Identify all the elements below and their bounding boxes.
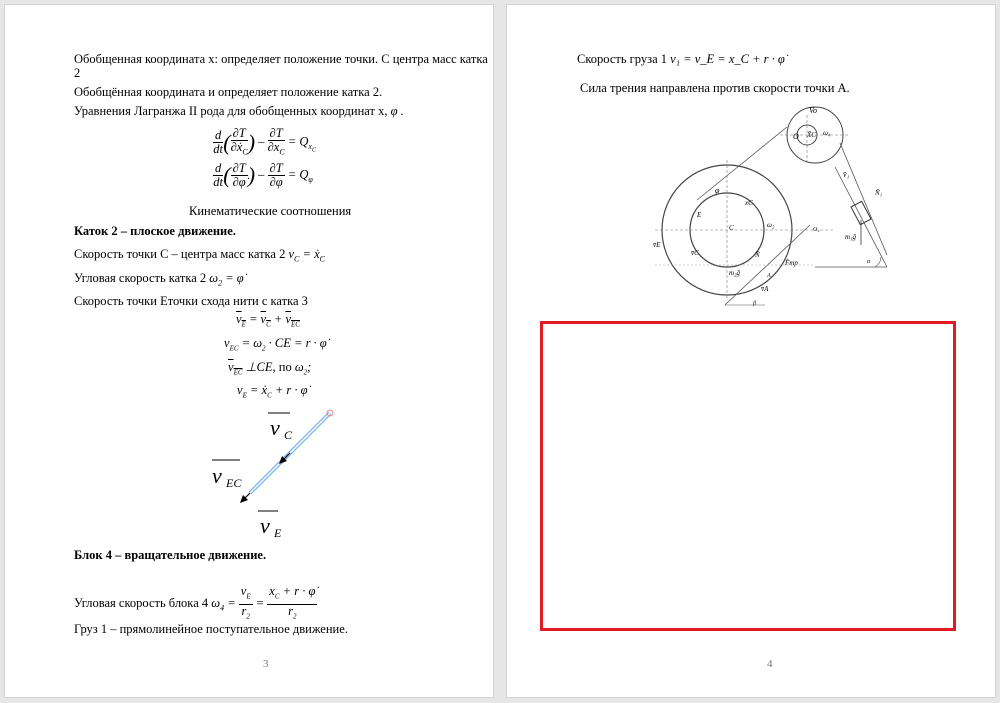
svg-text:ω₄: ω₄ [823,129,831,137]
svg-text:C: C [284,428,293,442]
svg-text:N̄₁: N̄₁ [875,189,883,197]
text-line: Скорость точки Еточки схода нити с катка 3 [74,294,308,308]
svg-text:E: E [274,526,282,540]
svg-text:v̄A: v̄A [761,285,769,293]
svg-text:C: C [729,224,734,232]
text-line: Скорость точки С – центра масс катка 2 $v_C$ = ẋ$_C$ [74,247,325,264]
page-number: 3 [263,658,269,670]
lagrange-equation-2: $\frac{d}{dt}$ ( $\frac{\partial T}{\partial\varphi̇}$ ) – $\frac{\partial T}{\partial\varphi}$ = $Q_\varphi$ [213,161,313,189]
formula-ve: $v_E = v_C + v_{EC}$ [236,312,300,329]
svg-text:N̄: N̄ [755,251,760,259]
highlight-rectangle [540,321,956,631]
svg-text:φ: φ [715,186,720,195]
lagrange-equation-1: $\frac{d}{dt}$ ( $\frac{\partial T}{\partial ẋ_C}$ ) – $\frac{\partial T}{\partial x_C}$ = $Q_{x_C}$ [213,126,316,157]
svg-text:v̄E: v̄E [653,241,661,249]
svg-text:O₂: O₂ [813,227,820,233]
svg-text:V̄o: V̄o [809,106,817,115]
text-line: Обобщенная координата x: определяет положение точки. С центра масс катка [74,52,488,66]
label-ve: v [260,513,270,538]
svg-text:A: A [767,273,771,279]
svg-text:v̄C: v̄C [691,249,699,257]
text-line: Угловая скорость катка 2 $\omega_2$ = φ̇ [74,271,244,288]
svg-text:xC: xC [745,199,753,207]
svg-text:X̄C: X̄C [807,131,816,139]
svg-text:F̄тр: F̄тр [785,259,798,267]
formula-perp: $v_{EC}$ ⊥CE, по $\omega_2$; [228,360,312,377]
text-line: Скорость груза 1 v₁ = v_E = x_C + r · φ̇ [577,52,785,66]
text-line: Уравнения Лагранжа II рода для обобщенных координат x, φ . [74,104,404,118]
section-heading: Кинематические соотношения [189,204,352,218]
text-line: Обобщённая координата и определяет положение катка 2. [74,85,383,99]
label-vc: v [270,415,280,440]
text-line: Сила трения направлена против скорости точки А. [580,81,850,95]
page-number: 4 [767,658,773,670]
svg-text:O: O [793,132,799,141]
svg-text:m₁ḡ: m₁ḡ [845,233,856,241]
text-line: Угловая скорость блока 4 $\omega_4$ = $\frac{v_E}{r_2}$ = $\frac{x_C + r \cdot \varphi̇}{r_2}$ [74,584,316,620]
svg-text:EC: EC [226,476,242,490]
svg-text:v̄₁: v̄₁ [843,170,850,179]
svg-text:ω₂: ω₂ [767,221,775,229]
mechanism-diagram [635,105,895,315]
label-vec: v [212,463,222,488]
section-heading: Каток 2 – плоское движение. [74,224,236,238]
svg-text:E: E [697,211,702,219]
svg-text:α: α [867,259,871,265]
formula-ve-sum: $v_E$ = ẋ$_C$ + r · φ̇ [237,383,308,400]
formula-vec: $v_{EC} = \omega_2$ · CE = r · φ̇ [224,336,327,353]
velocity-vector-diagram [200,403,340,543]
svg-text:m₂ḡ: m₂ḡ [729,269,740,277]
document-page-3 [5,5,493,697]
text-line: Груз 1 – прямолинейное поступательное движение. [74,622,348,636]
section-heading: Блок 4 – вращательное движение. [74,548,267,562]
document-page-4 [507,5,995,697]
text-line: 2 [74,66,81,80]
svg-text:β: β [753,301,756,307]
